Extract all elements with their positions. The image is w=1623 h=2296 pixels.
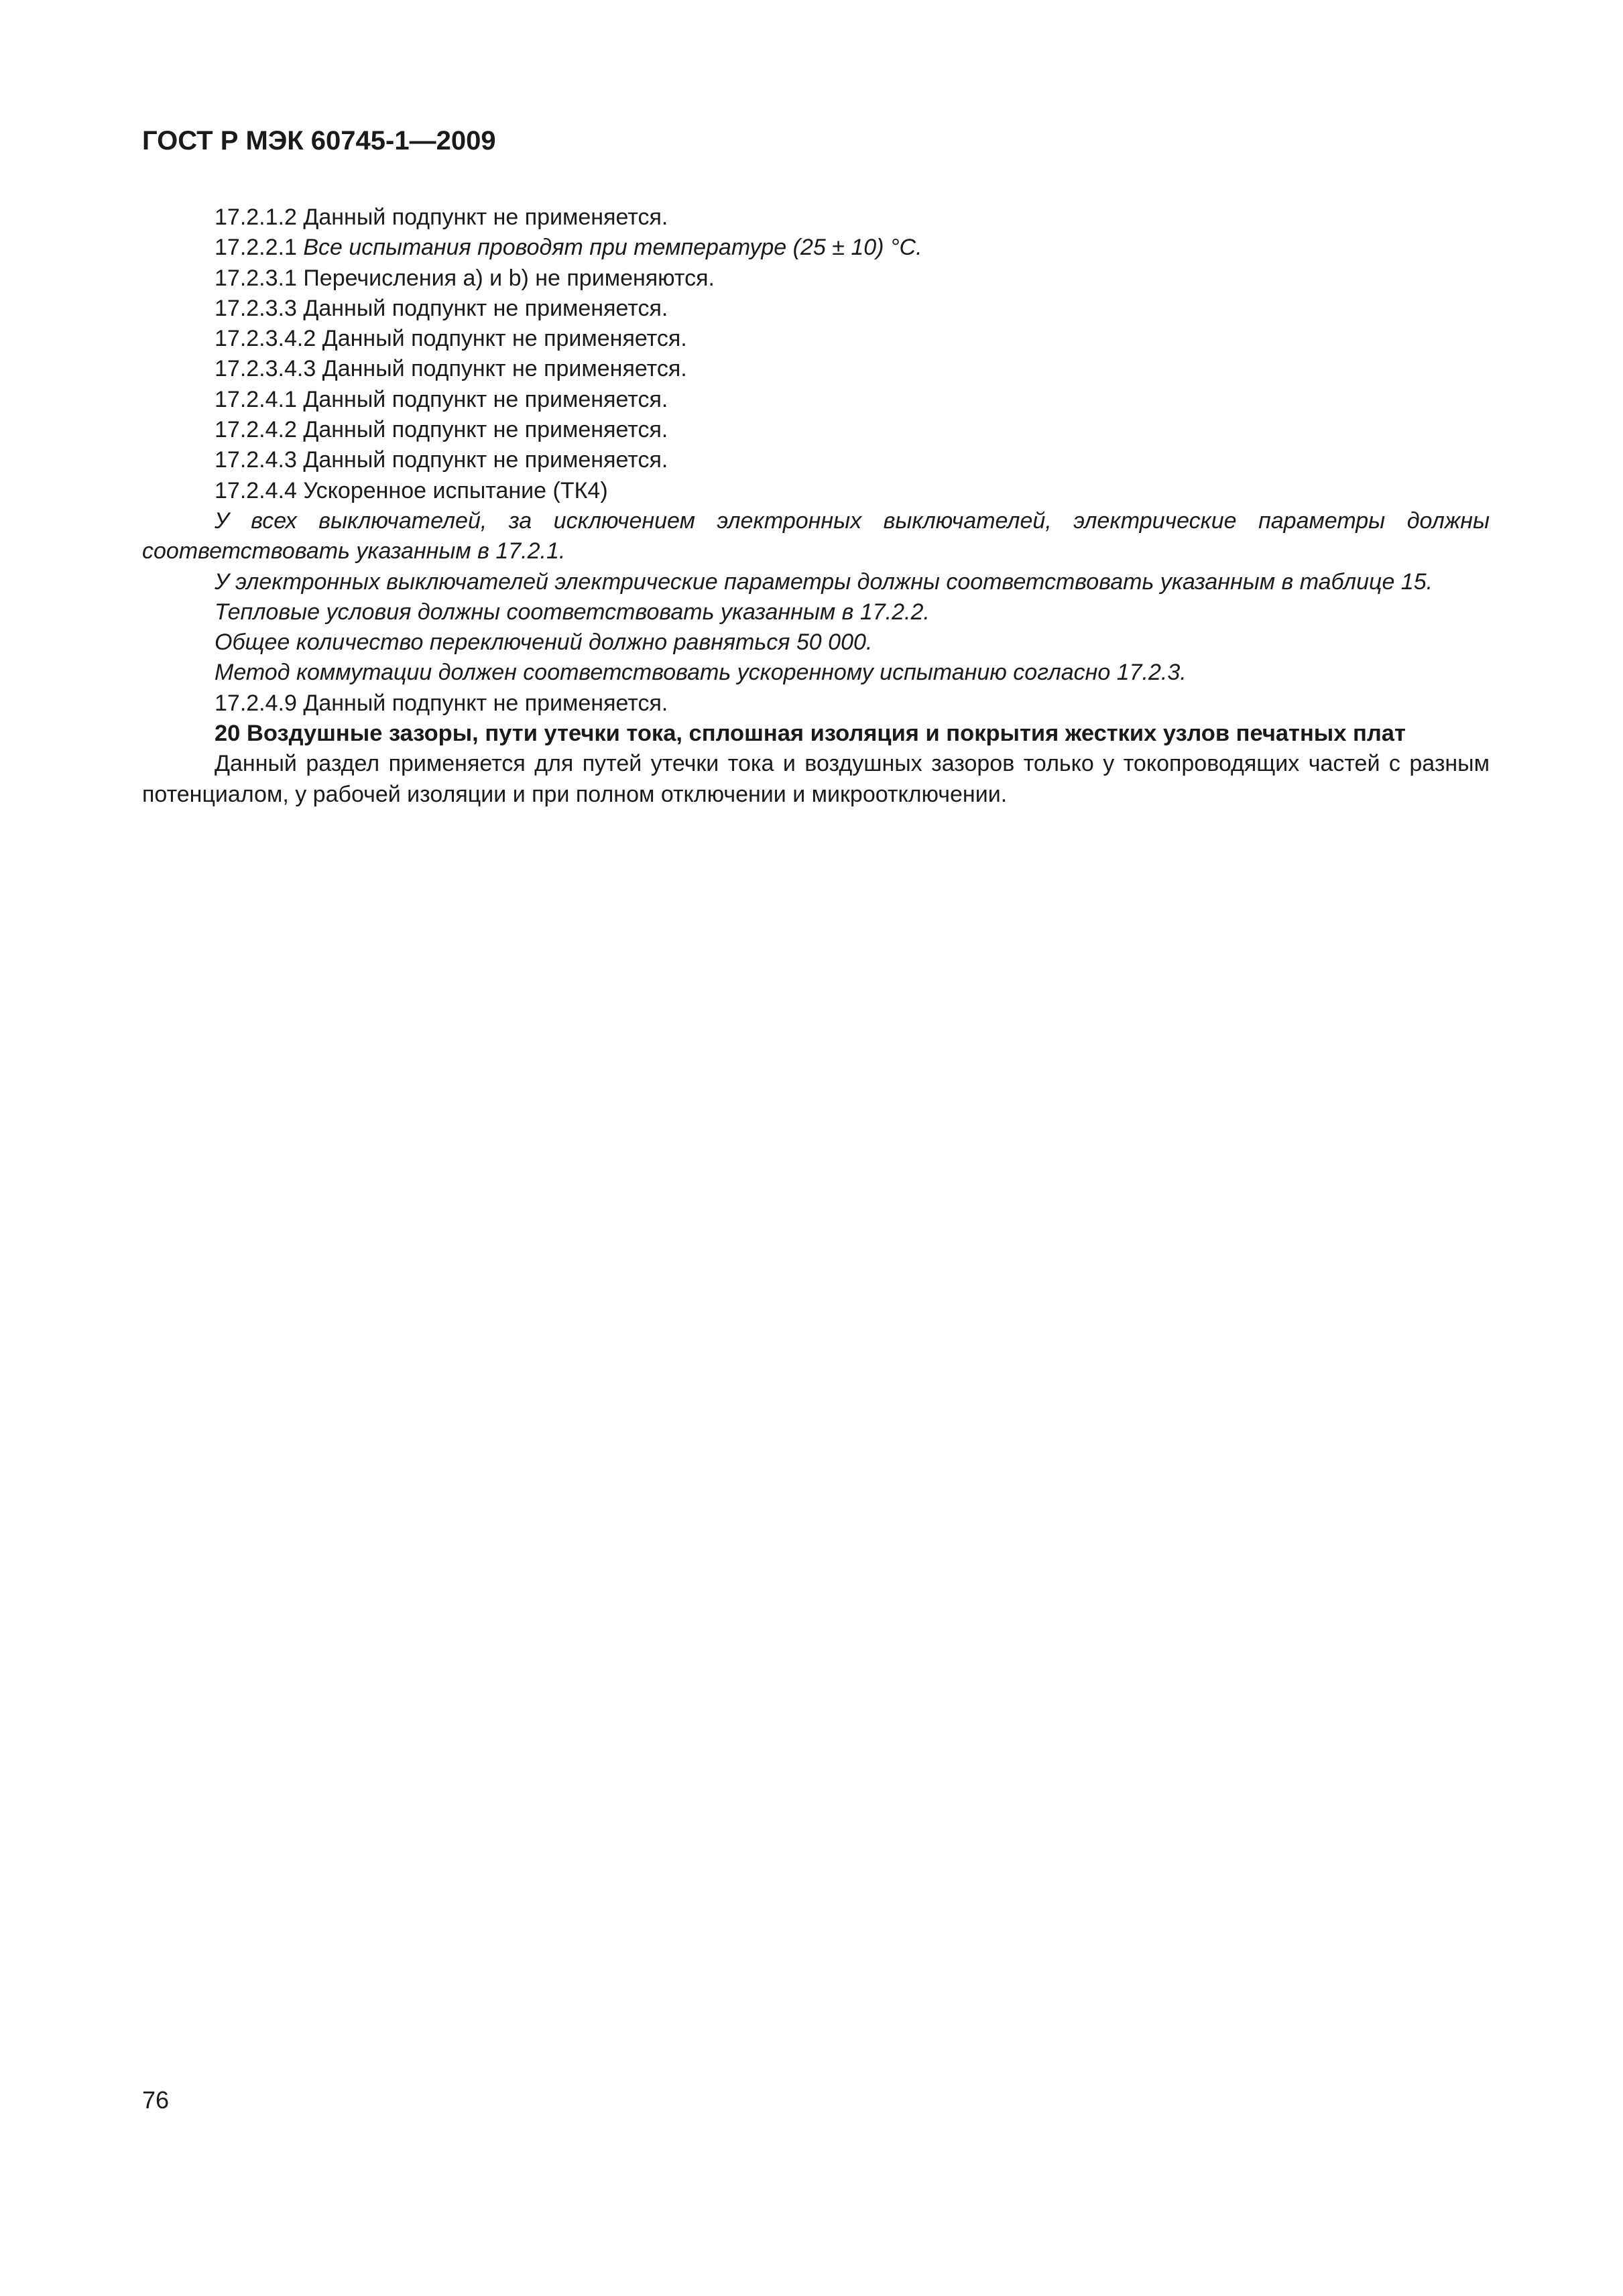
paragraph-17-2-1-2 (142, 202, 1490, 233)
clause-number: 17.2.4.9 (215, 690, 297, 716)
paragraph-17-2-4-1 (142, 385, 1490, 415)
clause-text: Данный подпункт не применяется. (303, 386, 668, 412)
clause-text: Перечисления a) и b) не применяются. (303, 265, 715, 291)
clause-number: 17.2.4.1 (215, 386, 297, 412)
paragraph-17-2-4-9 (142, 688, 1490, 719)
section-heading-20: 20 Воздушные зазоры, пути утечки тока, сплошная изоляция и покрытия жестких узлов печатных плат (215, 721, 1406, 747)
clause-number: 17.2.1.2 (215, 204, 297, 230)
paragraph-17-2-4-4 (142, 476, 1490, 506)
paragraph-17-2-3-4-3 (142, 354, 1490, 384)
clause-text: Все испытания проводят при температуре (25 ± 10) °С. (303, 235, 922, 261)
clause-number: 17.2.3.4.2 (215, 326, 316, 352)
clause-text: Данный подпункт не применяется. (322, 326, 687, 352)
clause-number: 17.2.4.2 (215, 417, 297, 443)
paragraph-17-2-4-2 (142, 415, 1490, 445)
paragraph-thermal-conditions: Тепловые условия должны соответствовать указанным в 17.2.2. (215, 599, 930, 625)
clause-text: Данный подпункт не применяется. (303, 295, 668, 321)
paragraph-17-2-4-3 (142, 445, 1490, 475)
clause-text: Данный подпункт не применяется. (303, 417, 668, 443)
paragraph-17-2-3-3 (142, 294, 1490, 324)
paragraph-switching-count: Общее количество переключений должно равняться 50 000. (215, 629, 873, 656)
paragraph-section-20-scope: Данный раздел применяется для путей утечки тока и воздушных зазоров только у токопроводящих частей с разным потенциалом, у рабочей изоляции и при полном отключении и микроотключении. (142, 751, 1490, 807)
clause-number: 17.2.4.3 (215, 447, 297, 473)
clause-number: 17.2.3.4.3 (215, 356, 316, 382)
paragraph-17-2-2-1 (142, 233, 1490, 263)
clause-text: Данный подпункт не применяется. (303, 447, 668, 473)
page-number: 76 (142, 2086, 170, 2114)
document-body (142, 202, 1490, 810)
paragraph-all-switches: У всех выключателей, за исключением электронных выключателей, электрические параметры должны соответствовать указанным в 17.2.1. (142, 507, 1490, 564)
paragraph-17-2-3-1 (142, 263, 1490, 294)
clause-text: Данный подпункт не применяется. (303, 690, 668, 716)
clause-number: 17.2.3.1 (215, 265, 297, 291)
document-header: ГОСТ Р МЭК 60745-1—2009 (142, 126, 496, 156)
clause-text: Данный подпункт не применяется. (322, 356, 687, 382)
clause-text: Ускоренное испытание (ТК4) (303, 477, 608, 503)
clause-text: Данный подпункт не применяется. (303, 204, 668, 230)
clause-number: 17.2.2.1 (215, 235, 297, 261)
paragraph-electronic-switches: У электронных выключателей электрические параметры должны соответствовать указанным в таблице 15. (215, 568, 1433, 595)
clause-number: 17.2.4.4 (215, 477, 297, 503)
clause-number: 17.2.3.3 (215, 295, 297, 321)
paragraph-switching-method: Метод коммутации должен соответствовать ускоренному испытанию согласно 17.2.3. (215, 660, 1187, 686)
paragraph-17-2-3-4-2 (142, 324, 1490, 354)
